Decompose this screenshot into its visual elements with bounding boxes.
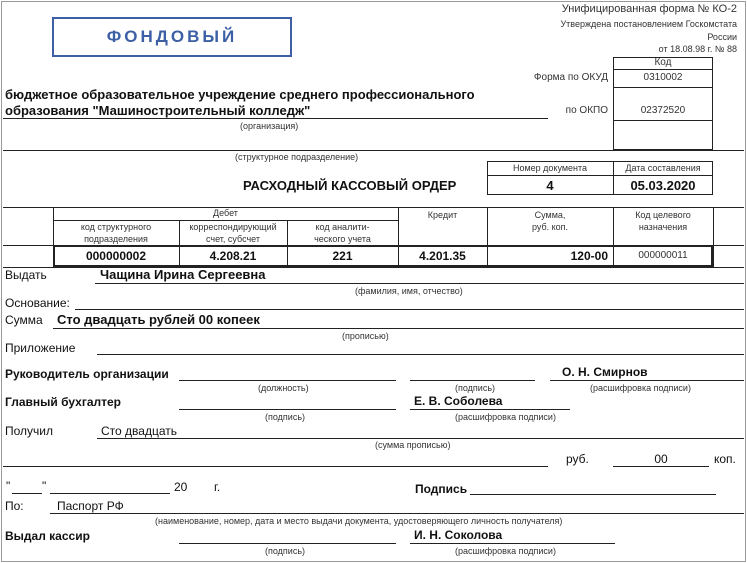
sum-label: Сумма	[5, 313, 43, 327]
cashier-decode-caption: (расшифровка подписи)	[455, 546, 556, 556]
director-signature-caption: (подпись)	[455, 383, 496, 393]
sum-underline	[53, 328, 744, 329]
sign-underline	[470, 494, 716, 495]
okud-value: 0310002	[643, 72, 683, 83]
accountant-name-line	[410, 409, 570, 410]
director-name: О. Н. Смирнов	[562, 365, 648, 379]
purpose-value: 000000011	[638, 250, 688, 261]
approved-line-3: от 18.08.98 г. № 88	[658, 44, 737, 54]
organization-caption: (организация)	[240, 121, 299, 131]
doc-number: 4	[546, 178, 554, 193]
sign-label: Подпись	[415, 482, 468, 496]
col-struct-l1: код структурного	[80, 222, 152, 232]
attachment-underline	[97, 354, 744, 355]
code-divider-3	[613, 120, 713, 121]
col-struct-l2: подразделения	[84, 234, 148, 244]
approved-line-1: Утверждена постановлением Госкомстата	[560, 19, 737, 29]
sum-header-l2: руб. коп.	[531, 222, 569, 232]
cashier-signature-caption: (подпись)	[265, 546, 306, 556]
analytic-value: 221	[332, 249, 353, 263]
by-caption: (наименование, номер, дата и место выдачи документа, удостоверяющего личность получателя)	[155, 516, 563, 526]
received-label: Получил	[5, 424, 53, 438]
accountant-name: Е. В. Соболева	[414, 394, 503, 408]
code-box	[613, 57, 713, 150]
issue-caption: (фамилия, имя, отчество)	[355, 286, 463, 296]
organization-underline	[3, 118, 548, 119]
director-label: Руководитель организации	[5, 367, 169, 381]
col-analytic-l2: ческого учета	[314, 234, 371, 244]
accountant-signature-line	[179, 409, 396, 410]
okpo-value: 02372520	[640, 105, 686, 116]
by-label: По:	[5, 499, 24, 513]
organization-line-2: образования "Машиностроительный колледж"	[5, 103, 311, 118]
col-corr-l1: корреспондирующий	[189, 222, 277, 232]
organization-line-1: бюджетное образовательное учреждение среднего профессионального	[5, 87, 475, 102]
cashier-signature-line	[179, 543, 396, 544]
credit-value: 4.201.35	[419, 249, 466, 263]
subdivision-underline	[3, 150, 744, 151]
struct-value: 000000002	[85, 249, 147, 263]
kop-label: коп.	[714, 452, 736, 466]
sum-words: Сто двадцать рублей 00 копеек	[57, 312, 260, 327]
cashier-name: И. Н. Соколова	[414, 528, 503, 542]
director-decode-caption: (расшифровка подписи)	[590, 383, 691, 393]
received-amount-line	[3, 466, 548, 467]
doc-date-label: Дата составления	[625, 163, 701, 173]
purpose-header-l1: Код целевого	[635, 210, 691, 220]
number-date-divider	[487, 175, 713, 176]
cashier-name-line	[410, 543, 615, 544]
director-position-line	[179, 380, 396, 381]
year-value: 20	[174, 480, 188, 494]
sum-value: 120-00	[570, 249, 608, 263]
kop-underline	[613, 466, 709, 467]
date-quote-close: "	[42, 479, 47, 493]
kop-value: 00	[654, 452, 668, 466]
director-name-line	[550, 380, 744, 381]
doc-date: 05.03.2020	[630, 178, 696, 193]
director-signature-line	[410, 380, 535, 381]
document-title: РАСХОДНЫЙ КАССОВЫЙ ОРДЕР	[243, 178, 457, 193]
doc-number-label: Номер документа	[512, 163, 588, 173]
rub-label: руб.	[566, 452, 589, 466]
cashier-label: Выдал кассир	[5, 529, 90, 543]
subdivision-caption: (структурное подразделение)	[235, 152, 359, 162]
basis-label: Основание:	[5, 296, 70, 310]
code-divider-1	[613, 69, 713, 70]
received-value: Сто двадцать	[101, 424, 177, 438]
by-underline	[50, 513, 744, 514]
fund-stamp: ФОНДОВЫЙ	[52, 17, 292, 57]
purpose-header-l2: назначения	[638, 222, 688, 232]
issue-value: Чащина Ирина Сергеевна	[100, 267, 266, 282]
month-underline	[50, 493, 170, 494]
sum-header-l1: Сумма,	[534, 210, 566, 220]
col-sep-7	[713, 207, 714, 267]
corr-value: 4.208.21	[209, 249, 257, 263]
credit-header: Кредит	[427, 210, 458, 220]
received-caption: (сумма прописью)	[375, 440, 451, 450]
approved-line-2: России	[707, 32, 737, 42]
accountant-signature-caption: (подпись)	[265, 412, 306, 422]
code-divider-2	[613, 87, 713, 88]
day-underline	[12, 493, 42, 494]
debit-header: Дебет	[213, 208, 238, 218]
form-title: Унифицированная форма № КО-2	[561, 3, 737, 15]
code-header: Код	[654, 57, 672, 68]
col-analytic-l1: код аналити-	[315, 222, 370, 232]
by-value: Паспорт РФ	[57, 499, 124, 513]
director-position-caption: (должность)	[258, 383, 309, 393]
received-underline	[97, 438, 744, 439]
table-debit-divider	[53, 220, 398, 221]
issue-label: Выдать	[5, 268, 47, 282]
okud-label: Форма по ОКУД	[533, 72, 608, 83]
attachment-label: Приложение	[5, 341, 76, 355]
accountant-label: Главный бухгалтер	[5, 395, 122, 409]
date-quote-open: "	[6, 479, 11, 493]
issue-underline	[95, 283, 744, 284]
year-suffix: г.	[214, 480, 221, 494]
col-corr-l2: счет, субсчет	[206, 234, 260, 244]
sum-caption: (прописью)	[342, 331, 389, 341]
okpo-label: по ОКПО	[565, 105, 608, 116]
basis-underline	[75, 309, 744, 310]
accountant-decode-caption: (расшифровка подписи)	[455, 412, 556, 422]
